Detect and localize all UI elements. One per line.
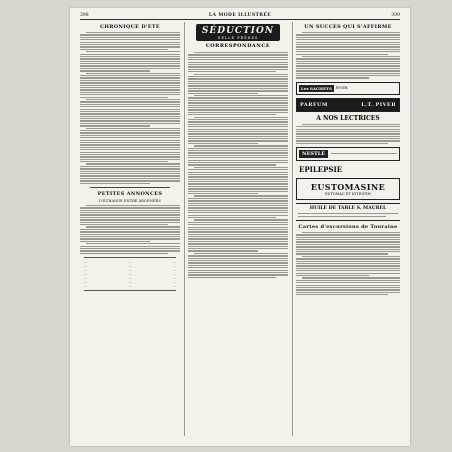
- article-text: [80, 32, 180, 184]
- petites-annonces-subtitle: D'ÉCHANGE ENTRE ABONNÉES: [99, 198, 161, 203]
- column-divider: [292, 22, 293, 436]
- cartes-text: [296, 232, 400, 295]
- magazine-page: [70, 8, 410, 446]
- column-left: [80, 22, 180, 436]
- page-number-right: 399: [391, 12, 400, 18]
- succes-heading: UN SUCCÈS QUI S'AFFIRME: [304, 24, 392, 30]
- petites-annonces-title: PETITES ANNONCES: [97, 190, 163, 197]
- lectrices-text: [296, 124, 400, 144]
- epilepsie-advertisement: [296, 164, 400, 175]
- epilepsie-title: EPILEPSIE: [299, 165, 343, 175]
- page-number-left: 398: [80, 12, 89, 18]
- seduction-maker: DELLE FRÈRES: [217, 36, 259, 40]
- succes-text: [296, 32, 400, 79]
- price-table: — — — — — — — — — — — — — — — — — — — — —: [84, 257, 176, 291]
- column-divider: [184, 22, 185, 436]
- annonces-text: [80, 205, 180, 254]
- sachets-advertisement: [296, 82, 400, 95]
- sachets-brand: PIVER: [335, 86, 348, 91]
- sachets-label: Les SACHETS: [301, 85, 332, 91]
- seduction-advertisement: [196, 24, 280, 41]
- chronique-heading: CHRONIQUE D'ÉTÉ: [99, 24, 161, 30]
- running-header: [80, 11, 400, 20]
- column-right: [296, 22, 400, 436]
- seduction-brand: SÉDUCTION: [201, 26, 275, 36]
- piver-advertisement: [296, 98, 400, 112]
- correspondance-heading: CORRESPONDANCE: [205, 43, 271, 49]
- eustomasine-advertisement: [296, 178, 400, 200]
- eustomasine-brand: EUSTOMASINE: [310, 182, 386, 193]
- lectrices-heading: A NOS LECTRICES: [316, 114, 380, 122]
- correspondance-text: [188, 52, 288, 278]
- huile-advertisement: [296, 203, 400, 221]
- cartes-heading: Cartes d'excursions de Touraine: [298, 223, 398, 230]
- eustomasine-subtitle: ESTOMAC ET INTESTIN: [325, 192, 371, 197]
- nestle-brand: NESTLÉ: [299, 150, 328, 158]
- piver-parfum: PARFUM: [300, 101, 328, 108]
- magazine-title: LA MODE ILLUSTRÉE: [208, 12, 272, 18]
- huile-title: HUILE DE TABLE S. MAUREL: [309, 206, 387, 212]
- section-rule: [90, 187, 170, 188]
- column-middle: [188, 22, 288, 436]
- piver-brand: L.T. PIVER: [361, 101, 396, 108]
- nestle-advertisement: [296, 147, 400, 161]
